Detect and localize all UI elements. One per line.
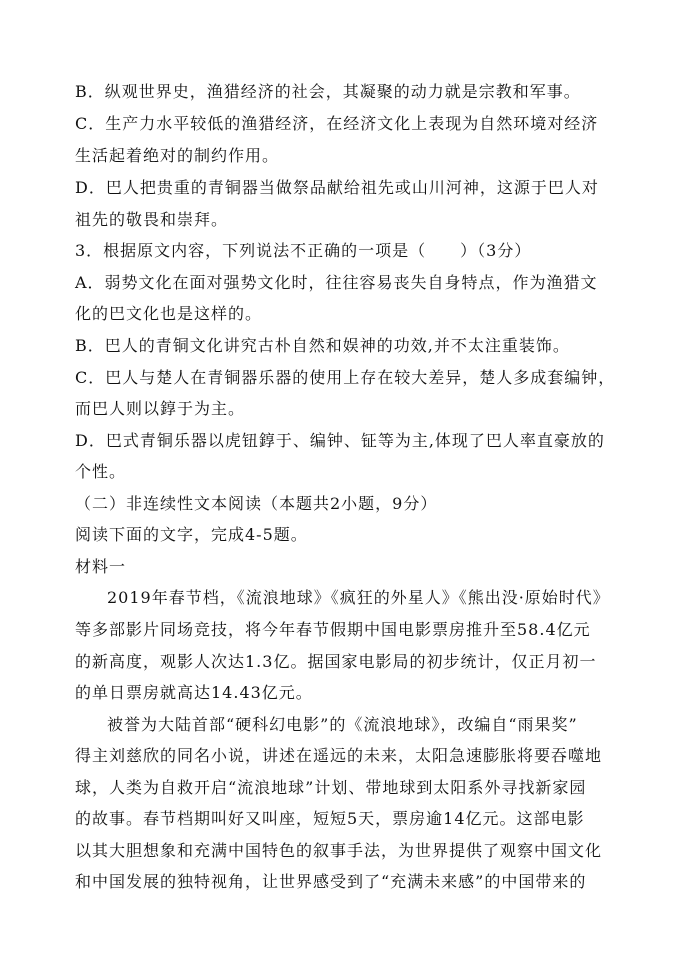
q3-option-b-line: B．巴人的青铜文化讲究古朴自然和娱神的功效,并不太注重装饰。 [75, 336, 570, 355]
paragraph-2-line-2: 得主刘慈欣的同名小说，讲述在遥远的未来，太阳急速膨胀将要吞噬地 [75, 746, 603, 765]
q3-option-a-line-2: 化的巴文化也是这样的。 [75, 304, 263, 323]
paragraph-1-line-4: 的单日票房就高达14.43亿元。 [75, 683, 313, 702]
reading-instruction: 阅读下面的文字，完成4-5题。 [75, 525, 308, 544]
option-d-line-2: 祖先的敬畏和崇拜。 [75, 210, 229, 229]
paragraph-2-line-6: 和中国发展的独特视角，让世界感受到了“充满未来感”的中国带来的 [75, 872, 587, 891]
section-heading: （二）非连续性文本阅读（本题共2小题，9分） [75, 494, 438, 513]
paragraph-2-line-5: 以其大胆想象和充满中国特色的叙事手法，为世界提供了观察中国文化 [75, 841, 603, 860]
q3-option-a-line-1: A．弱势文化在面对强势文化时，往往容易丧失自身特点，作为渔猎文 [75, 273, 598, 292]
option-d-line-1: D．巴人把贵重的青铜器当做祭品献给祖先或山川河神，这源于巴人对 [75, 178, 599, 197]
paragraph-2-line-1: 被誉为大陆首部“硬科幻电影”的《流浪地球》，改编自“雨果奖” [107, 715, 578, 734]
paragraph-2-line-4: 的故事。春节档期叫好又叫座，短短5天，票房逾14亿元。这部电影 [75, 809, 585, 828]
paragraph-1-line-3: 的新高度，观影人次达1.3亿。据国家电影局的初步统计，仅正月初一 [75, 652, 597, 671]
q3-option-c-line-2: 而巴人则以錞于为主。 [75, 399, 246, 418]
q3-option-c-line-1: C．巴人与楚人在青铜器乐器的使用上存在较大差异，楚人多成套编钟， [75, 368, 616, 387]
paragraph-1-line-1: 2019年春节档，《流浪地球》《疯狂的外星人》《熊出没·原始时代》 [107, 588, 610, 607]
option-c-line-1: C．生产力水平较低的渔猎经济，在经济文化上表现为自然环境对经济 [75, 114, 599, 133]
paragraph-2-line-3: 球，人类为自救开启“流浪地球”计划、带地球到太阳系外寻找新家园 [75, 778, 587, 797]
q3-option-d-line-1: D．巴式青铜乐器以虎钮錞于、编钟、钲等为主,体现了巴人率直豪放的 [75, 431, 605, 450]
q3-option-d-line-2: 个性。 [75, 462, 127, 481]
paragraph-1-line-2: 等多部影片同场竞技，将今年春节假期中国电影票房推升至58.4亿元 [75, 620, 591, 639]
material-one-label: 材料一 [75, 557, 127, 576]
option-b-line: B．纵观世界史，渔猎经济的社会，其凝聚的动力就是宗教和军事。 [75, 82, 581, 101]
question-3-stem: 3．根据原文内容，下列说法不正确的一项是（ ）（3分） [75, 241, 532, 260]
option-c-line-2: 生活起着绝对的制约作用。 [75, 146, 280, 165]
